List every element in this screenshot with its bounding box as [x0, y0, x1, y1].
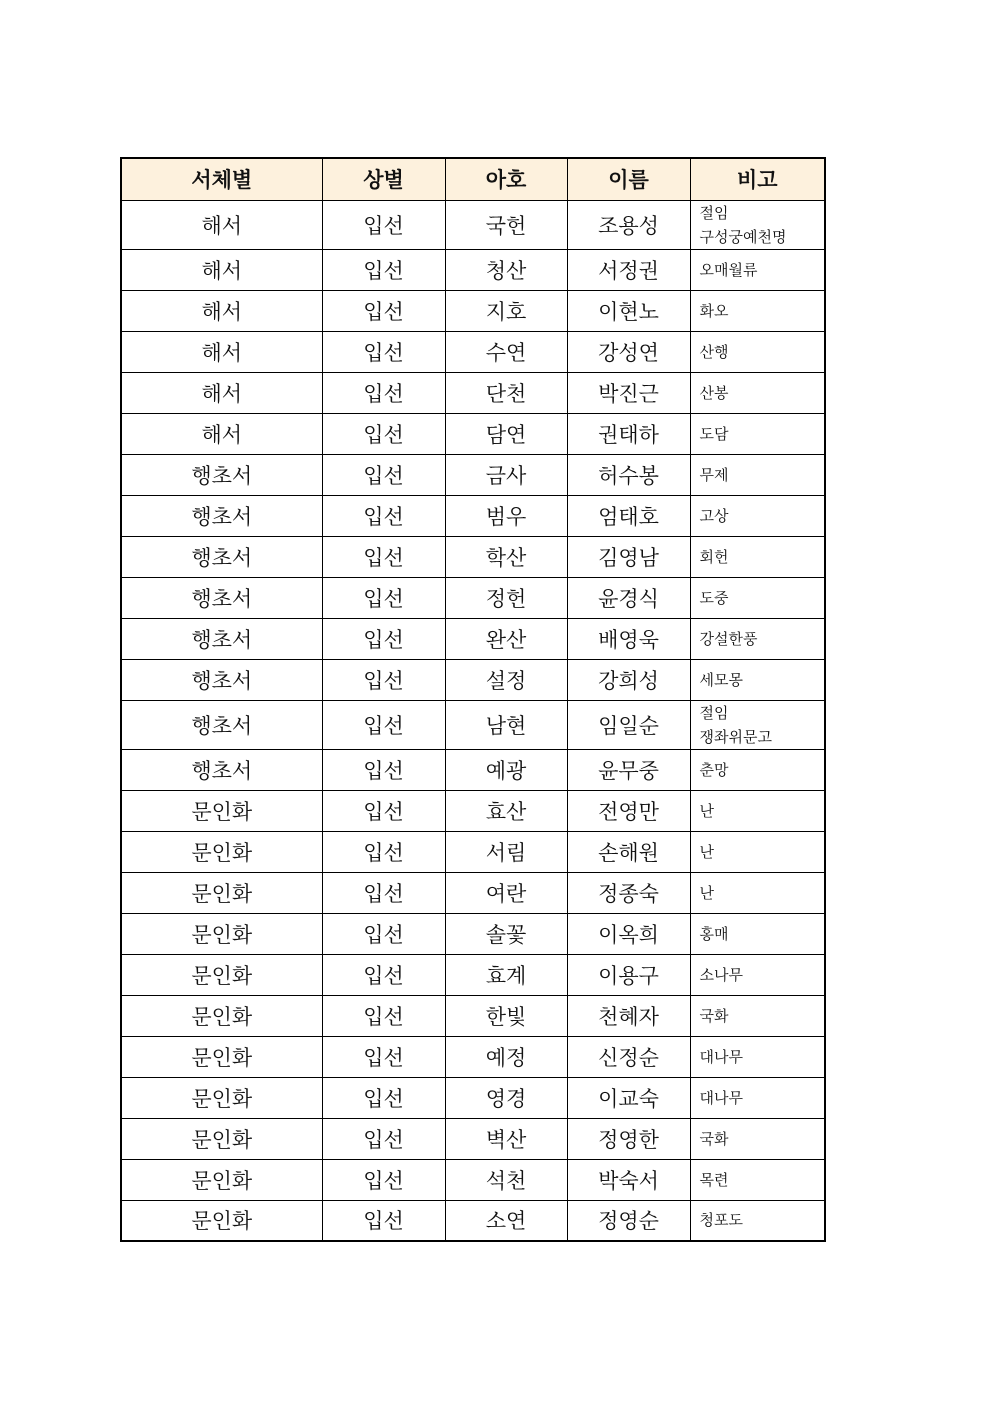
cell-award: 입선: [322, 536, 445, 577]
cell-award: 입선: [322, 913, 445, 954]
note-line: 도중: [699, 588, 729, 607]
cell-name: 임일순: [567, 700, 690, 749]
table-row: [121, 331, 825, 372]
note-line: 홍매: [699, 924, 729, 943]
table-row: [121, 995, 825, 1036]
cell-name: 이용구: [567, 954, 690, 995]
table-row: [121, 1200, 825, 1241]
cell-note: [690, 1200, 825, 1241]
cell-style: 행초서: [121, 454, 322, 495]
header-name: 이름: [567, 158, 690, 200]
cell-award: 입선: [322, 495, 445, 536]
cell-style: 해서: [121, 290, 322, 331]
cell-note: [690, 790, 825, 831]
table-row: [121, 454, 825, 495]
cell-pen-name: 담연: [445, 413, 567, 454]
cell-pen-name: 설정: [445, 659, 567, 700]
cell-award: 입선: [322, 249, 445, 290]
table-row: [121, 372, 825, 413]
table-row: [121, 913, 825, 954]
cell-award: 입선: [322, 200, 445, 249]
header-pen-name: 아호: [445, 158, 567, 200]
cell-style: 행초서: [121, 536, 322, 577]
cell-style: 문인화: [121, 1159, 322, 1200]
cell-award: 입선: [322, 331, 445, 372]
note-line: 쟁좌위문고: [699, 727, 772, 746]
cell-style: 해서: [121, 372, 322, 413]
cell-pen-name: 범우: [445, 495, 567, 536]
cell-note: [690, 290, 825, 331]
cell-award: 입선: [322, 831, 445, 872]
cell-style: 행초서: [121, 749, 322, 790]
cell-pen-name: 효계: [445, 954, 567, 995]
note-line: 도담: [699, 424, 729, 443]
note-line: 국화: [699, 1129, 729, 1148]
note-line: 난: [699, 883, 714, 902]
note-line: 대나무: [699, 1047, 743, 1066]
table-row: [121, 1118, 825, 1159]
cell-style: 문인화: [121, 831, 322, 872]
table-header: [121, 158, 825, 200]
cell-award: 입선: [322, 1077, 445, 1118]
cell-style: 해서: [121, 200, 322, 249]
cell-note: [690, 331, 825, 372]
cell-style: 문인화: [121, 1077, 322, 1118]
cell-name: 손해원: [567, 831, 690, 872]
cell-pen-name: 예광: [445, 749, 567, 790]
cell-style: 문인화: [121, 1036, 322, 1077]
table-body: [121, 200, 825, 1241]
cell-style: 문인화: [121, 1118, 322, 1159]
cell-award: 입선: [322, 700, 445, 749]
table-row: [121, 790, 825, 831]
cell-pen-name: 벽산: [445, 1118, 567, 1159]
cell-pen-name: 한빛: [445, 995, 567, 1036]
cell-award: 입선: [322, 659, 445, 700]
table-row: [121, 577, 825, 618]
cell-name: 박진근: [567, 372, 690, 413]
note-line: 산행: [699, 342, 729, 361]
note-line: 무제: [699, 465, 729, 484]
cell-award: 입선: [322, 872, 445, 913]
note-line: 오매월류: [699, 260, 758, 279]
note-line: 고상: [699, 506, 729, 525]
cell-style: 행초서: [121, 495, 322, 536]
cell-pen-name: 소연: [445, 1200, 567, 1241]
cell-award: 입선: [322, 454, 445, 495]
cell-pen-name: 국헌: [445, 200, 567, 249]
note-line: 화오: [699, 301, 729, 320]
note-line: 춘망: [699, 760, 729, 779]
table-row: [121, 200, 825, 249]
cell-award: 입선: [322, 1036, 445, 1077]
cell-note: [690, 1118, 825, 1159]
cell-pen-name: 단천: [445, 372, 567, 413]
cell-note: [690, 536, 825, 577]
cell-pen-name: 완산: [445, 618, 567, 659]
cell-pen-name: 서림: [445, 831, 567, 872]
cell-name: 서정권: [567, 249, 690, 290]
cell-note: [690, 577, 825, 618]
note-line: 회헌: [699, 547, 729, 566]
table-row: [121, 495, 825, 536]
cell-note: [690, 495, 825, 536]
cell-note: [690, 913, 825, 954]
cell-note: [690, 413, 825, 454]
note-line: 국화: [699, 1006, 729, 1025]
cell-style: 문인화: [121, 790, 322, 831]
cell-pen-name: 영경: [445, 1077, 567, 1118]
cell-name: 천혜자: [567, 995, 690, 1036]
note-line: 난: [699, 842, 714, 861]
note-line: 구성궁예천명: [699, 227, 787, 246]
cell-award: 입선: [322, 954, 445, 995]
cell-name: 박숙서: [567, 1159, 690, 1200]
cell-note: [690, 249, 825, 290]
cell-name: 권태하: [567, 413, 690, 454]
cell-note: [690, 749, 825, 790]
cell-award: 입선: [322, 749, 445, 790]
table-row: [121, 831, 825, 872]
table-row: [121, 1036, 825, 1077]
table-row: [121, 618, 825, 659]
cell-name: 김영남: [567, 536, 690, 577]
award-table: [120, 157, 826, 1242]
cell-pen-name: 남현: [445, 700, 567, 749]
cell-pen-name: 청산: [445, 249, 567, 290]
cell-style: 해서: [121, 331, 322, 372]
table-row: [121, 290, 825, 331]
cell-note: [690, 1159, 825, 1200]
cell-note: [690, 372, 825, 413]
note-line: 강설한풍: [699, 629, 758, 648]
table-row: [121, 954, 825, 995]
cell-name: 강성연: [567, 331, 690, 372]
cell-note: [690, 200, 825, 249]
note-line: 청포도: [699, 1211, 743, 1230]
cell-name: 배영욱: [567, 618, 690, 659]
table-row: [121, 249, 825, 290]
cell-style: 문인화: [121, 995, 322, 1036]
cell-award: 입선: [322, 1159, 445, 1200]
table-row: [121, 1077, 825, 1118]
note-line: 절임: [699, 203, 729, 222]
note-line: 절임: [699, 703, 729, 722]
cell-style: 문인화: [121, 872, 322, 913]
cell-style: 행초서: [121, 577, 322, 618]
cell-pen-name: 금사: [445, 454, 567, 495]
cell-pen-name: 솔꽃: [445, 913, 567, 954]
cell-award: 입선: [322, 290, 445, 331]
cell-name: 전영만: [567, 790, 690, 831]
cell-award: 입선: [322, 618, 445, 659]
cell-award: 입선: [322, 1200, 445, 1241]
header-row: [121, 158, 825, 200]
table-row: [121, 749, 825, 790]
cell-style: 행초서: [121, 659, 322, 700]
cell-note: [690, 995, 825, 1036]
cell-name: 조용성: [567, 200, 690, 249]
cell-style: 문인화: [121, 913, 322, 954]
cell-note: [690, 872, 825, 913]
cell-note: [690, 659, 825, 700]
cell-style: 해서: [121, 413, 322, 454]
table-row: [121, 1159, 825, 1200]
cell-award: 입선: [322, 577, 445, 618]
cell-award: 입선: [322, 372, 445, 413]
table-row: [121, 536, 825, 577]
cell-note: [690, 1077, 825, 1118]
cell-pen-name: 예정: [445, 1036, 567, 1077]
cell-name: 정영한: [567, 1118, 690, 1159]
cell-pen-name: 학산: [445, 536, 567, 577]
cell-name: 윤경식: [567, 577, 690, 618]
cell-style: 행초서: [121, 618, 322, 659]
cell-pen-name: 정헌: [445, 577, 567, 618]
table-row: [121, 659, 825, 700]
note-line: 난: [699, 801, 714, 820]
cell-style: 문인화: [121, 1200, 322, 1241]
cell-award: 입선: [322, 1118, 445, 1159]
cell-pen-name: 여란: [445, 872, 567, 913]
cell-pen-name: 지호: [445, 290, 567, 331]
cell-note: [690, 618, 825, 659]
header-award: 상별: [322, 158, 445, 200]
cell-note: [690, 1036, 825, 1077]
cell-note: [690, 954, 825, 995]
cell-note: [690, 831, 825, 872]
cell-name: 윤무중: [567, 749, 690, 790]
table-row: [121, 700, 825, 749]
cell-style: 문인화: [121, 954, 322, 995]
cell-name: 신정순: [567, 1036, 690, 1077]
cell-name: 정영순: [567, 1200, 690, 1241]
cell-award: 입선: [322, 790, 445, 831]
header-note: 비고: [690, 158, 825, 200]
cell-award: 입선: [322, 413, 445, 454]
header-style: 서체별: [121, 158, 322, 200]
cell-note: [690, 700, 825, 749]
cell-name: 강희성: [567, 659, 690, 700]
cell-note: [690, 454, 825, 495]
cell-name: 이현노: [567, 290, 690, 331]
cell-pen-name: 석천: [445, 1159, 567, 1200]
cell-style: 해서: [121, 249, 322, 290]
note-line: 산봉: [699, 383, 729, 402]
table-row: [121, 413, 825, 454]
cell-name: 이옥희: [567, 913, 690, 954]
cell-style: 행초서: [121, 700, 322, 749]
note-line: 세모몽: [699, 670, 743, 689]
cell-award: 입선: [322, 995, 445, 1036]
cell-pen-name: 효산: [445, 790, 567, 831]
cell-name: 허수봉: [567, 454, 690, 495]
cell-name: 이교숙: [567, 1077, 690, 1118]
cell-pen-name: 수연: [445, 331, 567, 372]
award-list-sheet: [120, 157, 826, 1242]
note-line: 소나무: [699, 965, 743, 984]
note-line: 대나무: [699, 1088, 743, 1107]
table-row: [121, 872, 825, 913]
note-line: 목련: [699, 1170, 729, 1189]
cell-name: 정종숙: [567, 872, 690, 913]
cell-name: 엄태호: [567, 495, 690, 536]
